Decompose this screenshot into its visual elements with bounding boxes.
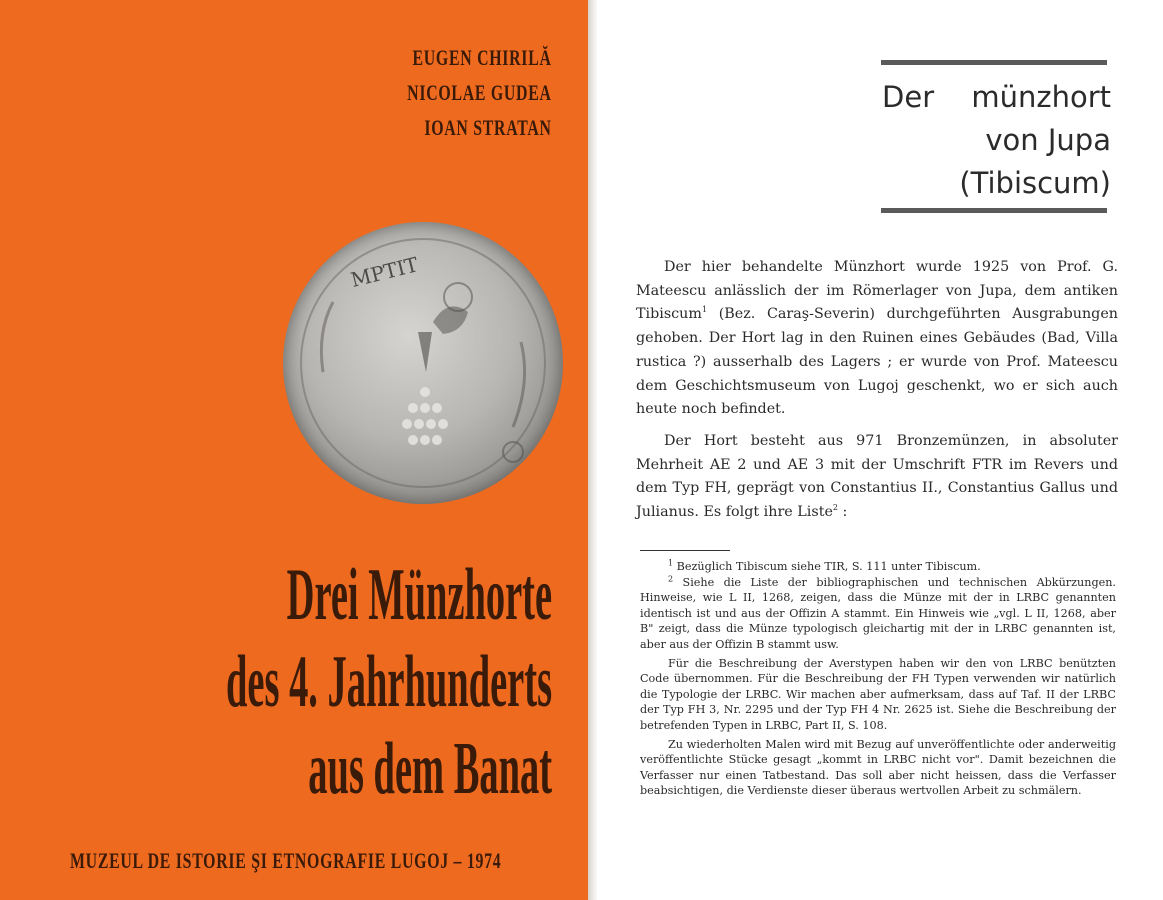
footnote-separator <box>640 550 730 551</box>
footnote <box>640 737 1116 799</box>
footnote-ref: 2 <box>832 503 839 513</box>
cover-title <box>226 552 552 813</box>
title-line: aus dem Banat <box>308 728 552 810</box>
paragraph-text: Der hier behandelte Münzhort wurde 1925 von Prof. G. Mateescu anlässlich der im Römerlager von Jupa, dem antiken Tibiscum <box>636 259 1118 323</box>
paragraph-text: (Bez. Caraş-Severin) durchgeführten Ausgrabungen gehoben. Der Hort lag in den Ruinen eines Gebäudes (Bad, Villa rustica ?) ausserhalb des Lagers ; er wurde von Prof. Mateescu dem Geschichtsmuseum von Lugoj geschenkt, wo er sich auch heute noch befindet. <box>636 306 1118 418</box>
text-page <box>598 0 1163 900</box>
heading-bottom-rule <box>881 208 1107 213</box>
title-line: Drei Münzhorte <box>286 554 552 636</box>
footnote-text: Bezüglich Tibiscum siehe TIR, S. 111 unter Tibiscum. <box>673 560 981 573</box>
footnote-number: 2 <box>668 573 674 583</box>
paragraph-text: : <box>838 504 848 521</box>
heading-line: von Jupa <box>985 123 1111 157</box>
footnote-text: Siehe die Liste der bibliographischen und technischen Abkürzungen. Hinweise, wie L II, 1268, zeigen, dass die Münze mit der in LRBC genannten identisch ist und aus der Offizin A stammt. Ein Hinweis wie „vgl. L II, 1268, aber B" zeigt, dass die Münze typologisch gleichartig mit der in LRBC genannten ist, aber aus der Offizin B stammt usw. <box>640 575 1116 651</box>
heading-top-rule <box>881 60 1107 65</box>
paragraph <box>636 430 1118 525</box>
footnote <box>640 559 1116 575</box>
footnote-ref: 1 <box>701 305 708 315</box>
footnotes <box>640 559 1116 799</box>
coin-legend: MPTIT <box>348 252 421 293</box>
author-name: NICOLAE GUDEA <box>407 80 552 105</box>
cover-publisher: MUZEUL DE ISTORIE ŞI ETNOGRAFIE LUGOJ – 1974 <box>70 848 502 873</box>
footnote-number: 1 <box>668 558 674 568</box>
title-line: des 4. Jahrhunderts <box>225 641 552 723</box>
cover-authors <box>408 40 552 145</box>
footnote <box>640 656 1116 734</box>
coin-image <box>283 222 563 504</box>
footnote-text: Für die Beschreibung der Averstypen haben wir den von LRBC benützten Code übernommen. Für die Beschreibung der FH Typen verwenden wir natürlich die Typologie der LRBC. Wir machen aber aufmerksam, dass auf Taf. II der LRBC der Typ FH 3, Nr. 2295 und der Typ FH 4 Nr. 2625 ist. Siehe die Beschreibung der betrefenden Typen in LRBC, Part II, S. 108. <box>640 656 1116 732</box>
author-name: IOAN STRATAN <box>424 115 552 140</box>
heading-line: Der münzhort <box>882 80 1111 114</box>
coin-relief <box>283 222 563 504</box>
footnote <box>640 575 1116 653</box>
heading-line: (Tibiscum) <box>959 166 1111 200</box>
page-heading <box>882 76 1111 205</box>
body-text <box>636 256 1118 525</box>
paragraph <box>636 256 1118 422</box>
paragraph-text: Der Hort besteht aus 971 Bronzemünzen, in absoluter Mehrheit AE 2 und AE 3 mit der Umschrift FTR im Revers und dem Typ FH, geprägt von Constantius II., Constantius Gallus und Julianus. Es folgt ihre Liste <box>636 432 1118 521</box>
footnote-text: Zu wiederholten Malen wird mit Bezug auf unveröffentlichte oder anderweitig veröffentlichte Stücke gesagt „kommt in LRBC nicht vor". Damit bezeichnen die Verfasser nur einen Tatbestand. Das soll aber nicht heissen, dass die Verfasser beabsichtigen, die Verdienste dieser überaus wertvollen Arbeit zu schmälern. <box>640 737 1116 798</box>
author-name: EUGEN CHIRILĂ <box>412 45 552 70</box>
book-gutter <box>588 0 598 900</box>
